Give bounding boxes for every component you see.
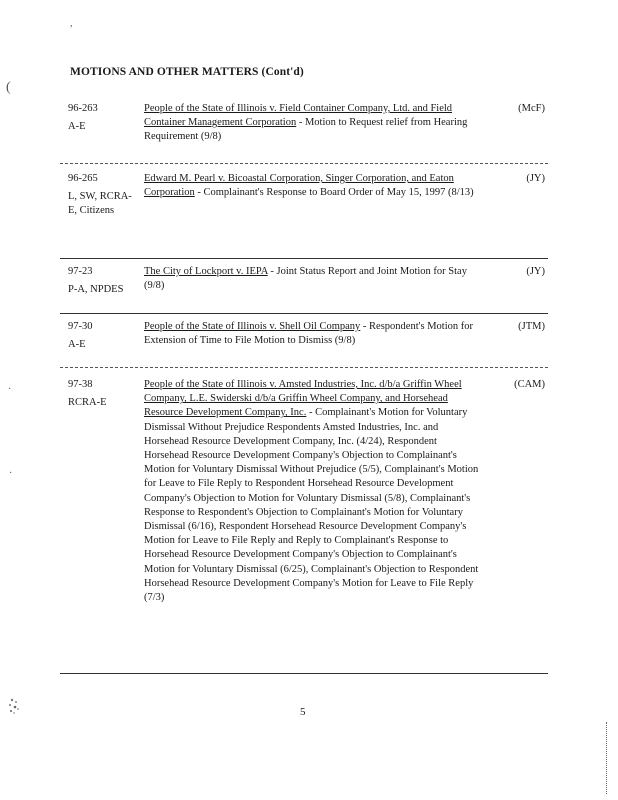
- case-caption: The City of Lockport v. IEPA: [144, 266, 268, 277]
- case-action: - Respondent's Motion for Extension of Time to File Motion to Dismiss (9/8): [144, 321, 474, 347]
- scan-speck: (: [6, 80, 11, 95]
- case-type: A-E: [68, 121, 86, 133]
- scan-blot: [6, 696, 22, 716]
- case-type: A-E: [68, 339, 86, 351]
- row-divider: [60, 163, 548, 164]
- docket-number: 97-38: [68, 379, 93, 390]
- section-heading: MOTIONS AND OTHER MATTERS (Cont'd): [70, 66, 304, 78]
- row-divider: [60, 258, 548, 259]
- case-caption: People of the State of Illinois v. Shell Oil Company: [144, 321, 361, 332]
- case-action: - Joint Status Report and Joint Motion for Stay (9/8): [144, 266, 467, 292]
- assigned-judge: (McF): [518, 103, 545, 114]
- docket-number: 97-23: [68, 266, 93, 277]
- case-type: L, SW, RCRA-E, Citizens: [68, 191, 132, 216]
- case-description: [144, 172, 484, 200]
- case-caption: People of the State of Illinois v. Amsted Industries, Inc. d/b/a Griffin Wheel Company, L.E. Swiderski d/b/a Griffin Wheel Company, and Horsehead Resource Development Company, Inc.: [144, 379, 462, 419]
- case-caption: People of the State of Illinois v. Field Container Company, Ltd. and Field Container Management Corporation: [144, 103, 453, 129]
- row-divider: [60, 367, 548, 368]
- case-description: [144, 102, 484, 145]
- assigned-judge: (CAM): [514, 379, 545, 390]
- case-type: RCRA-E: [68, 397, 107, 409]
- scan-edge-mark: [606, 722, 608, 794]
- assigned-judge: (JY): [526, 173, 545, 184]
- assigned-judge: (JTM): [518, 321, 545, 332]
- scan-speck: ·: [8, 384, 12, 395]
- scan-speck: ,: [70, 18, 73, 29]
- docket-number: 96-265: [68, 173, 98, 184]
- assigned-judge: (JY): [526, 266, 545, 277]
- case-action: - Complainant's Motion for Voluntary Dismissal Without Prejudice Respondents Amsted Industries, Inc. and Horsehead Resource Development Company, Inc. (4/24), Respondent Horsehead Resource Development Company's Objection to Complainant's Motion for Voluntary Dismissal Without Prejudice (5/5), Complainant's Motion for Leave to File Reply to Respondent Horsehead Resource Development Company's Objection to Motion for Voluntary Dismissal (5/8), Complainant's Response to Respondent's Objection to Complainant's Motion for Voluntary Dismissal (6/16), Respondent Horsehead Resource Development Company's Motion for Leave to File Reply and Reply to Complainant's Response to Horsehead Resource Development Company's Objection to Complainant's Motion for Voluntary Dismissal (6/25), Complainant's Objection to Respondent Horsehead Resource Development Company's Motion for Leave to File Reply (7/3): [144, 407, 479, 604]
- case-action: - Complainant's Response to Board Order of May 15, 1997 (8/13): [194, 187, 474, 199]
- row-divider: [60, 673, 548, 674]
- case-description: [144, 378, 484, 605]
- case-caption: Edward M. Pearl v. Bicoastal Corporation, Singer Corporation, and Eaton Corporation: [144, 173, 454, 199]
- case-action: - Motion to Request relief from Hearing Requirement (9/8): [144, 117, 468, 143]
- docket-number: 96-263: [68, 103, 98, 114]
- scan-speck: ·: [9, 468, 13, 479]
- case-type: P-A, NPDES: [68, 284, 124, 296]
- page-number: 5: [300, 706, 306, 718]
- docket-number: 97-30: [68, 321, 93, 332]
- row-divider: [60, 313, 548, 314]
- case-description: [144, 265, 484, 293]
- case-description: [144, 320, 484, 348]
